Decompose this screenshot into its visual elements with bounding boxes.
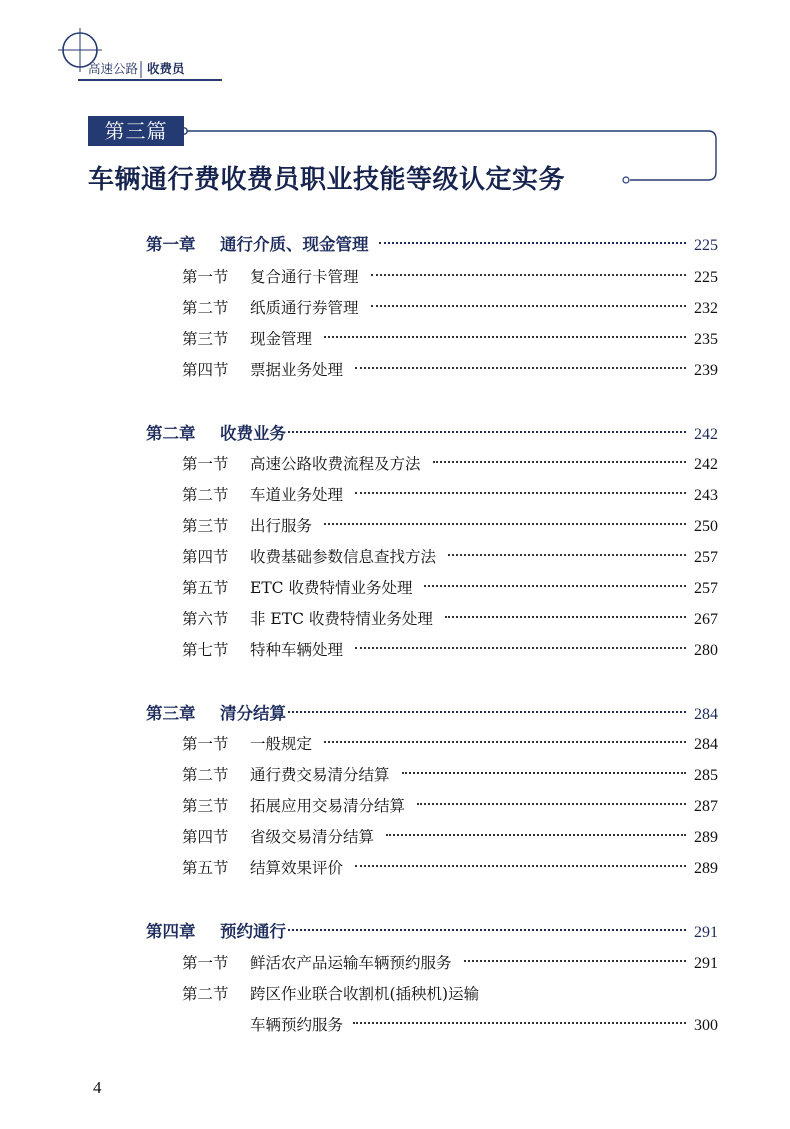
chapter-number: 第一章: [146, 235, 196, 254]
section-entry[interactable]: [182, 451, 718, 477]
leader-dots: [448, 554, 686, 556]
section-title: 纸质通行券管理: [250, 299, 359, 317]
section-entry[interactable]: [182, 326, 718, 352]
section-entry[interactable]: [182, 575, 718, 601]
section-number: 第四节: [182, 828, 229, 846]
chapter-number: 第三章: [146, 704, 196, 723]
running-header: [0, 0, 790, 100]
section-number: 第一节: [182, 268, 229, 286]
leader-dots: [433, 461, 686, 463]
leader-dots: [324, 523, 686, 525]
section-number: 第二节: [182, 985, 229, 1003]
section-entry[interactable]: [182, 544, 718, 570]
section-page: 287: [694, 798, 718, 815]
section-entry[interactable]: [182, 264, 718, 290]
section-page: 280: [694, 642, 718, 659]
section-number: 第四节: [182, 548, 229, 566]
leader-dots: [353, 1022, 686, 1024]
section-entry[interactable]: [182, 950, 718, 976]
section-title: 高速公路收费流程及方法: [250, 455, 421, 473]
part-title: 车辆通行费收费员职业技能等级认定实务: [88, 165, 566, 195]
section-page: 239: [694, 362, 718, 379]
leader-dots: [324, 336, 686, 338]
chapter-entry[interactable]: [146, 232, 718, 258]
running-header-text: [88, 60, 185, 78]
section-page: 250: [694, 518, 718, 535]
section-entry[interactable]: [182, 855, 718, 881]
section-title: 收费基础参数信息查找方法: [250, 548, 437, 566]
section-page: 235: [694, 331, 718, 348]
section-page: 285: [694, 767, 718, 784]
section-page: 232: [694, 300, 718, 317]
chapter-entry[interactable]: [146, 919, 718, 945]
section-title: 结算效果评价: [250, 859, 344, 877]
chapter-title: 收费业务: [220, 424, 286, 443]
section-page: 291: [694, 955, 718, 972]
section-title: 现金管理: [250, 330, 313, 348]
section-title: 通行费交易清分结算: [250, 766, 390, 784]
section-page: 284: [694, 736, 718, 753]
leader-dots: [355, 865, 686, 867]
section-entry[interactable]: [182, 295, 718, 321]
section-page: 257: [694, 549, 718, 566]
section-title: 车辆预约服务: [250, 1016, 344, 1034]
section-number: 第五节: [182, 579, 229, 597]
section-title: 特种车辆处理: [250, 641, 344, 659]
book-subtitle: 收费员: [147, 61, 185, 76]
book-title: 高速公路: [88, 61, 139, 76]
leader-dots: [379, 242, 687, 244]
leader-dots: [288, 929, 686, 931]
section-entry[interactable]: [182, 981, 718, 1007]
chapter-page: 225: [694, 237, 718, 254]
section-number: 第六节: [182, 610, 229, 628]
section-number: 第二节: [182, 486, 229, 504]
section-number: 第一节: [182, 455, 229, 473]
section-title: 复合通行卡管理: [250, 268, 359, 286]
section-entry[interactable]: [182, 637, 718, 663]
chapter-number: 第四章: [146, 922, 196, 941]
section-page: 242: [694, 456, 718, 473]
leader-dots: [417, 803, 686, 805]
section-page: 225: [694, 269, 718, 286]
chapter-title: 预约通行: [220, 922, 286, 941]
leader-dots: [464, 960, 686, 962]
chapter-title: 清分结算: [220, 704, 286, 723]
leader-dots: [355, 647, 686, 649]
section-entry[interactable]: [182, 513, 718, 539]
section-number: 第三节: [182, 517, 229, 535]
section-title: 一般规定: [250, 735, 313, 753]
leader-dots: [355, 492, 686, 494]
chapter-page: 291: [694, 924, 718, 941]
section-page: 267: [694, 611, 718, 628]
section-title: 拓展应用交易清分结算: [250, 797, 406, 815]
section-entry[interactable]: [182, 606, 718, 632]
section-number: 第二节: [182, 299, 229, 317]
leader-dots: [402, 772, 686, 774]
section-title: 出行服务: [250, 517, 313, 535]
chapter-page: 284: [694, 706, 718, 723]
part-label: 第三篇: [88, 116, 184, 146]
leader-dots: [288, 711, 686, 713]
section-page: 300: [694, 1017, 718, 1034]
section-entry[interactable]: [182, 793, 718, 819]
page-number: 4: [93, 1078, 102, 1097]
section-page: 289: [694, 860, 718, 877]
leader-dots: [355, 367, 686, 369]
section-entry[interactable]: [182, 357, 718, 383]
section-number: 第三节: [182, 330, 229, 348]
chapter-entry[interactable]: [146, 421, 718, 447]
section-number: 第一节: [182, 954, 229, 972]
section-page: 257: [694, 580, 718, 597]
section-title: 跨区作业联合收割机(插秧机)运输: [250, 985, 480, 1003]
section-page: 289: [694, 829, 718, 846]
section-title: 非 ETC 收费特情业务处理: [250, 610, 433, 628]
leader-dots: [371, 305, 686, 307]
section-number: 第七节: [182, 641, 229, 659]
chapter-entry[interactable]: [146, 701, 718, 727]
section-title: ETC 收费特情业务处理: [250, 579, 413, 597]
section-number: 第五节: [182, 859, 229, 877]
leader-dots: [445, 616, 686, 618]
chapter-title: 通行介质、现金管理: [220, 235, 369, 254]
section-number: 第一节: [182, 735, 229, 753]
section-title: 鲜活农产品运输车辆预约服务: [250, 954, 452, 972]
section-entry[interactable]: [182, 824, 718, 850]
leader-dots: [288, 431, 686, 433]
leader-dots: [371, 274, 686, 276]
section-entry-continuation[interactable]: [250, 1012, 718, 1038]
section-entry[interactable]: [182, 482, 718, 508]
header-ornament: [0, 0, 790, 100]
leader-dots: [324, 741, 686, 743]
section-entry[interactable]: [182, 731, 718, 757]
section-title: 票据业务处理: [250, 361, 344, 379]
section-title: 省级交易清分结算: [250, 828, 375, 846]
section-entry[interactable]: [182, 762, 718, 788]
section-number: 第二节: [182, 766, 229, 784]
section-number: 第四节: [182, 361, 229, 379]
section-number: 第三节: [182, 797, 229, 815]
chapter-page: 242: [694, 426, 718, 443]
leader-dots: [386, 834, 686, 836]
chapter-number: 第二章: [146, 424, 196, 443]
section-page: 243: [694, 487, 718, 504]
leader-dots: [424, 585, 686, 587]
section-title: 车道业务处理: [250, 486, 344, 504]
